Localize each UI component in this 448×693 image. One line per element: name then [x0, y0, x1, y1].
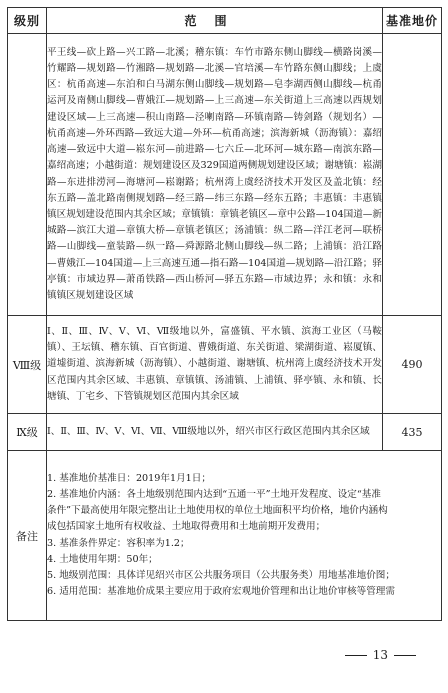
page-number: 13: [372, 648, 388, 662]
notes-label: 备注: [8, 451, 47, 621]
note-line: 条件”下最高使用年限完整出让土地使用权的单位土地面积平均价格，地价内涵构: [47, 505, 388, 517]
note-line: 6. 适用范围：基准地价成果主要应用于政府宏观地价管理和出让地价审核等管理需: [47, 586, 395, 598]
note-line: 4. 土地使用年期：50年；: [47, 553, 158, 565]
note-line: 2. 基准地价内涵：各土地级别范围内达到“五通一平”土地开发程度、设定“基准: [47, 488, 381, 500]
footer-dash-left: [345, 655, 367, 656]
page-footer: [339, 648, 422, 662]
scope-cell: 平王线—砍上路—兴工路—北溪；稽东镇：车竹市路东侧山脚线—横路岗溪—竹耀路—规划路—竹湘路—规划路—北溪—官培溪—车竹路东侧山脚线；上虞区：杭甬高速—东泊和白马湖东侧山脚线—规划路—皂李湖西侧山脚线—杭甬运河及南侧山脚线—曹娥江—规划路—上三高速—东关街道上三高速以西规划建设区域—上三高速—积山南路—泾喇南路—环镇南路—铸剑路（规划名）—杭甬高速—外环西路—致远大道—外环—杭甬高速；滨海新城（沥海镇）：嘉绍高速—致远中大道—崧东河—前进路—七六丘—北环河—城东路—南滨东路—嘉绍高速；小越街道：规划建设区及329国道两侧规划建设区域；谢塘镇：崧湖路—东进排涝河—海塘河—崧谢路；杭州湾上虞经济技术开发区及盖北镇：经东五路—盖北路南侧规划路—经三路—纬三东路—经东五路；丰惠镇：丰惠镇镇区规划建设范围内其余区域；章镇镇：章镇老镇区—章中公路—104国道—新城路—滨江大道—章镇大桥—章镇老镇区；汤浦镇：纵二路—洋江老河—联桥路—山脚线—童装路—纵一路—舜源路北侧山脚线—纵二路；上浦镇：沿江路—曹娥江—104国道—上三高速互通—指石路—104国道—规划路—沿江路；驿亭镇：市域边界—萧甬铁路—西山桥河—驿五东路—市域边界；永和镇：永和镇镇区规划建设区域: [47, 34, 383, 316]
table-row: [8, 316, 442, 414]
level-cell: Ⅷ级: [8, 316, 47, 414]
note-line: 3. 基准条件界定：容积率为1.2；: [47, 537, 190, 549]
table-row: [8, 414, 442, 451]
land-price-table: [7, 7, 442, 621]
level-cell: [8, 34, 47, 316]
header-price: 基准地价: [383, 8, 442, 34]
scope-cell: Ⅰ、Ⅱ、Ⅲ、Ⅳ、Ⅴ、Ⅵ、Ⅶ、Ⅷ级地以外，绍兴市区行政区范围内其余区域: [47, 414, 383, 451]
footer-dash-right: [394, 655, 416, 656]
note-line: 5. 地级别范围：具体详见绍兴市区公共服务项目（公共服务类）用地基准地价图；: [47, 569, 395, 581]
table-header-row: [8, 8, 442, 34]
price-cell: 435: [383, 414, 442, 451]
scope-cell: Ⅰ、Ⅱ、Ⅲ、Ⅳ、Ⅴ、Ⅵ、Ⅶ级地以外，富盛镇、平水镇、滨海工业区（马鞍镇）、王坛镇、稽东镇、百官街道、曹娥街道、东关街道、梁湖街道、崧厦镇、道墟街道、滨海新城（沥海镇）、小越街道、谢塘镇、杭州湾上虞经济技术开发区范围内其余区域、丰惠镇、章镇镇、汤浦镇、上浦镇、驿亭镇、永和镇、长塘镇、丁宅乡、下管镇规划区范围内其余区域: [47, 316, 383, 414]
table-row: [8, 34, 442, 316]
header-scope: 范围: [47, 8, 383, 34]
note-line: 成包括国家土地所有权收益、土地取得费用和土地前期开发费用；: [47, 521, 326, 533]
notes-row: [8, 451, 442, 621]
header-level: 级别: [8, 8, 47, 34]
note-line: 1. 基准地价基准日：2019年1月1日；: [47, 472, 211, 484]
price-cell: 490: [383, 316, 442, 414]
price-cell: [383, 34, 442, 316]
notes-cell: [47, 451, 442, 621]
level-cell: Ⅸ级: [8, 414, 47, 451]
